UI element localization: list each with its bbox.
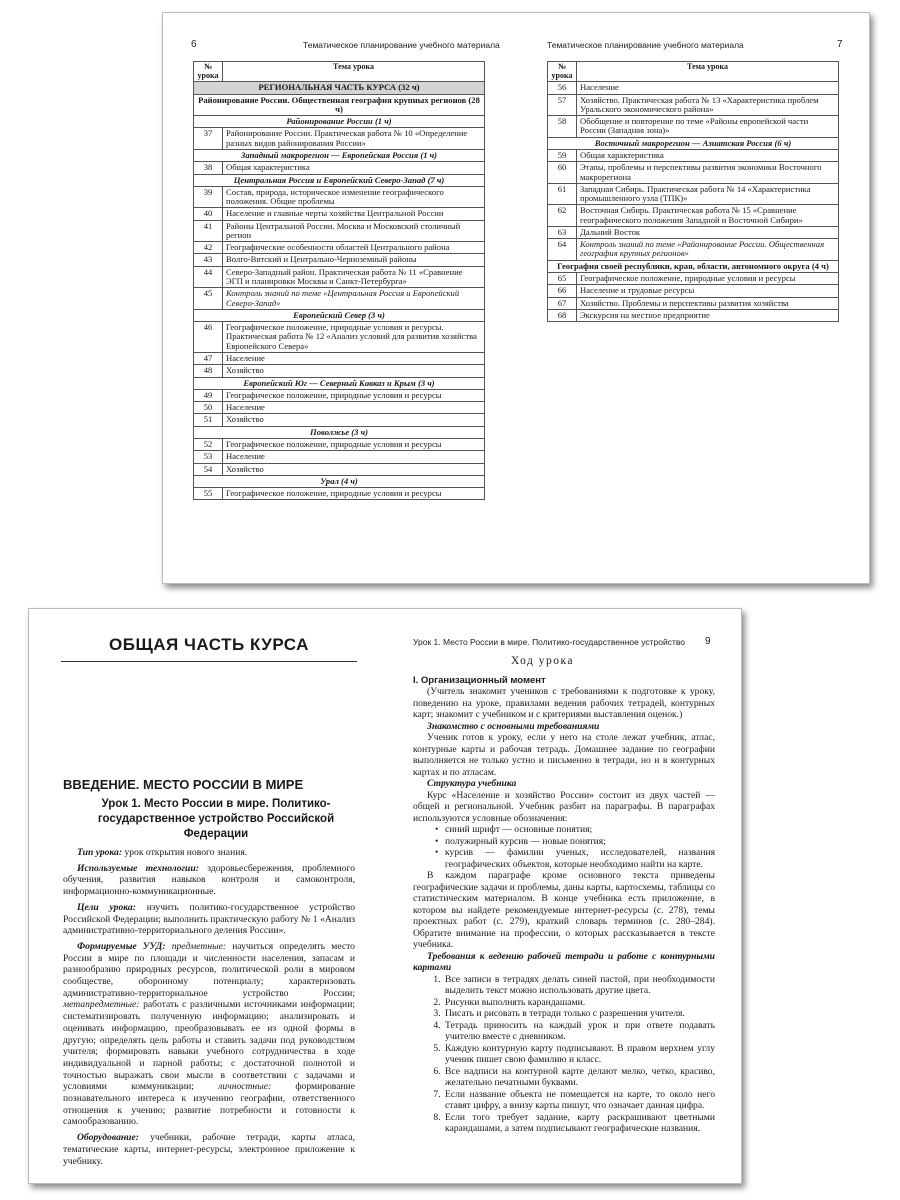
section-row bbox=[194, 377, 485, 389]
lesson-topic: Население bbox=[577, 82, 839, 94]
column-header-number: № урока bbox=[194, 62, 223, 82]
lesson-number: 39 bbox=[194, 186, 223, 208]
section-row bbox=[194, 426, 485, 438]
subheading: Структура учебника bbox=[427, 778, 517, 790]
table-row bbox=[194, 451, 485, 463]
lesson-topic: Географические особенности областей Центрального района bbox=[223, 242, 485, 254]
lesson-topic: Географическое положение, природные условия и ресурсы bbox=[223, 389, 485, 401]
list-item: 8. Если того требует задание, карту раскрашивают цветными карандашами, а затем подписывают географические названия. bbox=[443, 1112, 715, 1135]
lesson-topic: Этапы, проблемы и перспективы развития экономики Восточного макрорегиона bbox=[577, 162, 839, 184]
column-header-topic: Тема урока bbox=[577, 62, 839, 82]
lesson-topic: Экскурсия на местное предприятие bbox=[577, 309, 839, 321]
lesson-equipment: Оборудование: учебники, рабочие тетради, карты атласа, тематические карты, интернет-ресурсы, электронное приложение к учебнику. bbox=[63, 1132, 355, 1167]
paragraph: Курс «Население и хозяйство России» состоит из двух частей — общей и региональной. Учебник разбит на параграфы. В параграфах используются условные обозначения: bbox=[413, 789, 715, 824]
lesson-number: 63 bbox=[548, 226, 577, 238]
table-row bbox=[194, 402, 485, 414]
table-row bbox=[194, 438, 485, 450]
page-number: 6 bbox=[191, 39, 197, 50]
lesson-topic: Обобщение и повторение по теме «Районы европейской части России (Западная зона)» bbox=[577, 116, 839, 138]
lesson-topic: Географическое положение, природные условия и ресурсы bbox=[223, 488, 485, 500]
lesson-number: 67 bbox=[548, 297, 577, 309]
column-header-number: № урока bbox=[548, 62, 577, 82]
table-header-row bbox=[548, 62, 839, 82]
table-row bbox=[194, 414, 485, 426]
lesson-number: 68 bbox=[548, 309, 577, 321]
table-row bbox=[194, 220, 485, 242]
lesson-topic: Хозяйство. Проблемы и перспективы развития хозяйства bbox=[577, 297, 839, 309]
page-number: 7 bbox=[837, 39, 843, 50]
lesson-number: 40 bbox=[194, 208, 223, 220]
lesson-topic: Хозяйство bbox=[223, 414, 485, 426]
list-item: 5. Каждую контурную карту подписывают. В правом верхнем углу ученик пишет свою фамилию и класс. bbox=[443, 1043, 715, 1066]
section-row bbox=[194, 475, 485, 487]
table-row bbox=[548, 162, 839, 184]
lesson-number: 65 bbox=[548, 273, 577, 285]
part-title: ОБЩАЯ ЧАСТЬ КУРСА bbox=[109, 635, 309, 654]
section-title: Районирование России (1 ч) bbox=[194, 116, 485, 128]
lesson-technologies: Используемые технологии: здоровьесбережения, проблемного обучения, развития навыков контроля и самоконтроля, информационно-коммуникационные. bbox=[63, 862, 355, 898]
lesson-topic: Население и трудовые ресурсы bbox=[577, 285, 839, 297]
lesson-body bbox=[413, 675, 715, 1135]
table-header-row bbox=[194, 62, 485, 82]
lesson-number: 55 bbox=[194, 488, 223, 500]
lesson-number: 61 bbox=[548, 183, 577, 205]
section-title: Центральная Россия и Европейский Северо-Запад (7 ч) bbox=[194, 174, 485, 186]
lesson-number: 50 bbox=[194, 402, 223, 414]
book-spread-pages-8-9 bbox=[28, 608, 742, 1184]
lesson-topic: Контроль знаний по теме «Районирование России. Общественная география крупных регионов» bbox=[577, 239, 839, 261]
lesson-number: 46 bbox=[194, 322, 223, 353]
lesson-topic: Районы Центральной России. Москва и Московский столичный регион bbox=[223, 220, 485, 242]
subheading: Знакомство с основными требованиями bbox=[427, 720, 600, 732]
lesson-number: 44 bbox=[194, 266, 223, 288]
list-item: 1. Все записи в тетрадях делать синей пастой, при необходимости выделить текст можно использовать другие цвета. bbox=[443, 974, 715, 997]
lesson-plan-table bbox=[193, 61, 485, 500]
section-row bbox=[194, 309, 485, 321]
lesson-number: 43 bbox=[194, 254, 223, 266]
page-7 bbox=[517, 13, 871, 583]
lesson-number: 62 bbox=[548, 205, 577, 227]
list-item: 2. Рисунки выполнять карандашами. bbox=[443, 997, 715, 1009]
lesson-topic: Население bbox=[223, 353, 485, 365]
paragraph: Ученик готов к уроку, если у него на столе лежат учебник, атлас, контурные карты и рабочая тетрадь. Домашнее задание по географии выполняется не только устно и письменно в тетради, но и в контурных картах и по атласам. bbox=[413, 732, 715, 778]
running-header: Урок 1. Место России в мире. Политико-государственное устройство bbox=[413, 637, 685, 647]
lesson-topic: Северо-Западный район. Практическая работа № 11 «Сравнение ЭГП и планировки Москвы и Санкт-Петербурга» bbox=[223, 266, 485, 288]
running-header: Тематическое планирование учебного материала bbox=[303, 40, 500, 50]
lesson-number: 51 bbox=[194, 414, 223, 426]
title-underline bbox=[61, 661, 357, 662]
section-row bbox=[194, 174, 485, 186]
table-row bbox=[548, 226, 839, 238]
list-item: • полужирный курсив — новые понятия; bbox=[445, 836, 715, 848]
lesson-number: 66 bbox=[548, 285, 577, 297]
table-row bbox=[548, 205, 839, 227]
lesson-topic: Контроль знаний по теме «Центральная Россия и Европейский Северо-Запад» bbox=[223, 288, 485, 310]
section-title: ВВЕДЕНИЕ. МЕСТО РОССИИ В МИРЕ bbox=[63, 777, 304, 792]
lesson-number: 58 bbox=[548, 116, 577, 138]
table-row bbox=[194, 463, 485, 475]
lesson-topic: Состав, природа, историческое изменение географического положения. Общие проблемы bbox=[223, 186, 485, 208]
lesson-title: Урок 1. Место России в мире. Политико-государственное устройство Российской Федерации bbox=[97, 798, 335, 840]
section-title: Европейский Север (3 ч) bbox=[194, 309, 485, 321]
lesson-topic: Общая характеристика bbox=[577, 149, 839, 161]
lesson-topic: Население bbox=[223, 402, 485, 414]
running-header: Тематическое планирование учебного материала bbox=[547, 40, 744, 50]
lesson-number: 42 bbox=[194, 242, 223, 254]
table-row bbox=[548, 273, 839, 285]
section-title: Урал (4 ч) bbox=[194, 475, 485, 487]
lesson-goals: Цели урока: изучить политико-государственное устройство Российской Федерации; выполнить практическую работу № 1 «Анализ административно-территориального деления России». bbox=[63, 901, 355, 937]
lesson-progress-heading: Ход урока bbox=[511, 655, 574, 667]
lesson-number: 59 bbox=[548, 149, 577, 161]
list-item: 4. Тетрадь приносить на каждый урок и при ответе подавать учителю вместе с дневником. bbox=[443, 1020, 715, 1043]
subpart-title: География своей республики, края, области, автономного округа (4 ч) bbox=[548, 260, 839, 272]
lesson-number: 57 bbox=[548, 94, 577, 116]
section-title: Поволжье (3 ч) bbox=[194, 426, 485, 438]
lesson-number: 37 bbox=[194, 128, 223, 150]
course-part-row bbox=[194, 82, 485, 94]
lesson-topic: Западная Сибирь. Практическая работа № 14 «Характеристика промышленного узла (ТПК)» bbox=[577, 183, 839, 205]
table-row bbox=[194, 488, 485, 500]
lesson-number: 47 bbox=[194, 353, 223, 365]
section-title: Восточный макрорегион — Азиатская Россия (6 ч) bbox=[548, 137, 839, 149]
table-row bbox=[548, 297, 839, 309]
lesson-number: 64 bbox=[548, 239, 577, 261]
table-row bbox=[194, 254, 485, 266]
lesson-number: 45 bbox=[194, 288, 223, 310]
section-title: Европейский Юг — Северный Кавказ и Крым (3 ч) bbox=[194, 377, 485, 389]
table-row bbox=[548, 82, 839, 94]
book-spread-pages-6-7 bbox=[162, 12, 870, 584]
section-row bbox=[548, 137, 839, 149]
lesson-uud: Формируемые УУД: предметные: научиться определять место России в мире по площади и численности населения, запасам и разнообразию природных ресурсов, политической роли в мировом сообществе, оборонному потенциалу; характеризовать административно-территориальное устройство России; метапредметные: работать с различными источниками информации; систематизировать полученную информацию; анализировать и оценивать информацию, преобразовывать ее из одной формы в другую; определять цель работы и ставить задачи под руководством учителя; формировать навыки учебного сотрудничества в ходе индивидуальной и парной работы; с достаточной полнотой и точностью выражать свои мысли в соответствии с задачами и условиями коммуникации; личностные: формирование познавательного интереса к изучению географии, ответственного отношения к учению; развитие потребности и готовности к самообразованию. bbox=[63, 940, 355, 1128]
lesson-plan-table bbox=[547, 61, 839, 322]
lesson-number: 48 bbox=[194, 365, 223, 377]
lesson-topic: Дальний Восток bbox=[577, 226, 839, 238]
paragraph: В каждом параграфе кроме основного текста приведены географические задачи и проблемы, даны карты, картосхемы, таблицы со статистическим материалом. В конце учебника есть приложение, в котором вы найдете рекомендуемые интернет-ресурсы (с. 278), темы проектных работ (с. 279), краткий словарь терминов (с. 280–284). Обратите внимание на профессии, о которых рассказывается в тексте учебника. bbox=[413, 870, 715, 951]
lesson-topic: Хозяйство. Практическая работа № 13 «Характеристика проблем Уральского экономического района» bbox=[577, 94, 839, 116]
course-subpart-title: Районирование России. Общественная география крупных регионов (28 ч) bbox=[194, 94, 485, 116]
list-item: • курсив — фамилии ученых, исследователей, названия географических объектов, которые необходимо найти на карте. bbox=[445, 847, 715, 870]
lesson-number: 54 bbox=[194, 463, 223, 475]
lesson-topic: Восточная Сибирь. Практическая работа № 15 «Сравнение географического положения Западной и Восточной Сибири» bbox=[577, 205, 839, 227]
lesson-topic: Хозяйство bbox=[223, 365, 485, 377]
list-item: 3. Писать и рисовать в тетради только с разрешения учителя. bbox=[443, 1008, 715, 1020]
table-row bbox=[548, 239, 839, 261]
table-row bbox=[548, 94, 839, 116]
paragraph: (Учитель знакомит учеников с требованиями к подготовке к уроку, поведению на уроке, правилами ведения рабочих тетрадей, контурных карт; знакомит с учебником и с критериями выставления оценок.) bbox=[413, 686, 715, 721]
list-item: 6. Все надписи на контурной карте делают мелко, четко, красиво, желательно печатными буквами. bbox=[443, 1066, 715, 1089]
lesson-number: 56 bbox=[548, 82, 577, 94]
table-row bbox=[194, 162, 485, 174]
lesson-description bbox=[63, 847, 355, 1171]
table-row bbox=[194, 242, 485, 254]
table-row bbox=[194, 288, 485, 310]
list-item: • синий шрифт — основные понятия; bbox=[445, 824, 715, 836]
list-item: 7. Если название объекта не помещается на карте, то около него ставят цифру, а внизу карты пишут, что означает данная цифра. bbox=[443, 1089, 715, 1112]
course-part-title: РЕГИОНАЛЬНАЯ ЧАСТЬ КУРСА (32 ч) bbox=[194, 82, 485, 94]
lesson-topic: Географическое положение, природные условия и ресурсы bbox=[223, 438, 485, 450]
table-row bbox=[194, 389, 485, 401]
page-6 bbox=[163, 13, 517, 583]
page-9 bbox=[385, 609, 743, 1183]
column-header-topic: Тема урока bbox=[223, 62, 485, 82]
table-row bbox=[548, 183, 839, 205]
table-row bbox=[194, 186, 485, 208]
lesson-topic: Географическое положение, природные условия и ресурсы bbox=[577, 273, 839, 285]
table-row bbox=[194, 322, 485, 353]
section-title: Западный макрорегион — Европейская Россия (1 ч) bbox=[194, 149, 485, 161]
page-8 bbox=[29, 609, 385, 1183]
lesson-topic: Население и главные черты хозяйства Центральной России bbox=[223, 208, 485, 220]
lesson-number: 53 bbox=[194, 451, 223, 463]
table-row bbox=[194, 128, 485, 150]
lesson-topic: Районирование России. Практическая работа № 10 «Определение разных видов районирования России» bbox=[223, 128, 485, 150]
table-row bbox=[548, 116, 839, 138]
table-row bbox=[548, 149, 839, 161]
lesson-topic: Население bbox=[223, 451, 485, 463]
lesson-topic: Географическое положение, природные условия и ресурсы. Практическая работа № 12 «Анализ условий для развития хозяйства Европейского Севера» bbox=[223, 322, 485, 353]
page-number: 9 bbox=[705, 636, 711, 647]
subheading: Требования к ведению рабочей тетради и работе с контурными картами bbox=[413, 950, 715, 974]
lesson-number: 60 bbox=[548, 162, 577, 184]
stage-heading: I. Организационный момент bbox=[413, 675, 546, 686]
lesson-topic: Общая характеристика bbox=[223, 162, 485, 174]
lesson-number: 41 bbox=[194, 220, 223, 242]
notation-list bbox=[413, 824, 715, 870]
section-row bbox=[194, 149, 485, 161]
table-row bbox=[194, 208, 485, 220]
course-subpart-row bbox=[194, 94, 485, 116]
section-row bbox=[194, 116, 485, 128]
table-row bbox=[194, 353, 485, 365]
subpart-row bbox=[548, 260, 839, 272]
lesson-type: Тип урока: урок открытия нового знания. bbox=[77, 847, 248, 858]
lesson-topic: Хозяйство bbox=[223, 463, 485, 475]
table-row bbox=[194, 365, 485, 377]
lesson-topic: Волго-Вятский и Центрально-Черноземный районы bbox=[223, 254, 485, 266]
lesson-number: 52 bbox=[194, 438, 223, 450]
lesson-number: 38 bbox=[194, 162, 223, 174]
table-row bbox=[548, 309, 839, 321]
rules-list bbox=[413, 974, 715, 1135]
table-row bbox=[548, 285, 839, 297]
lesson-number: 49 bbox=[194, 389, 223, 401]
table-row bbox=[194, 266, 485, 288]
